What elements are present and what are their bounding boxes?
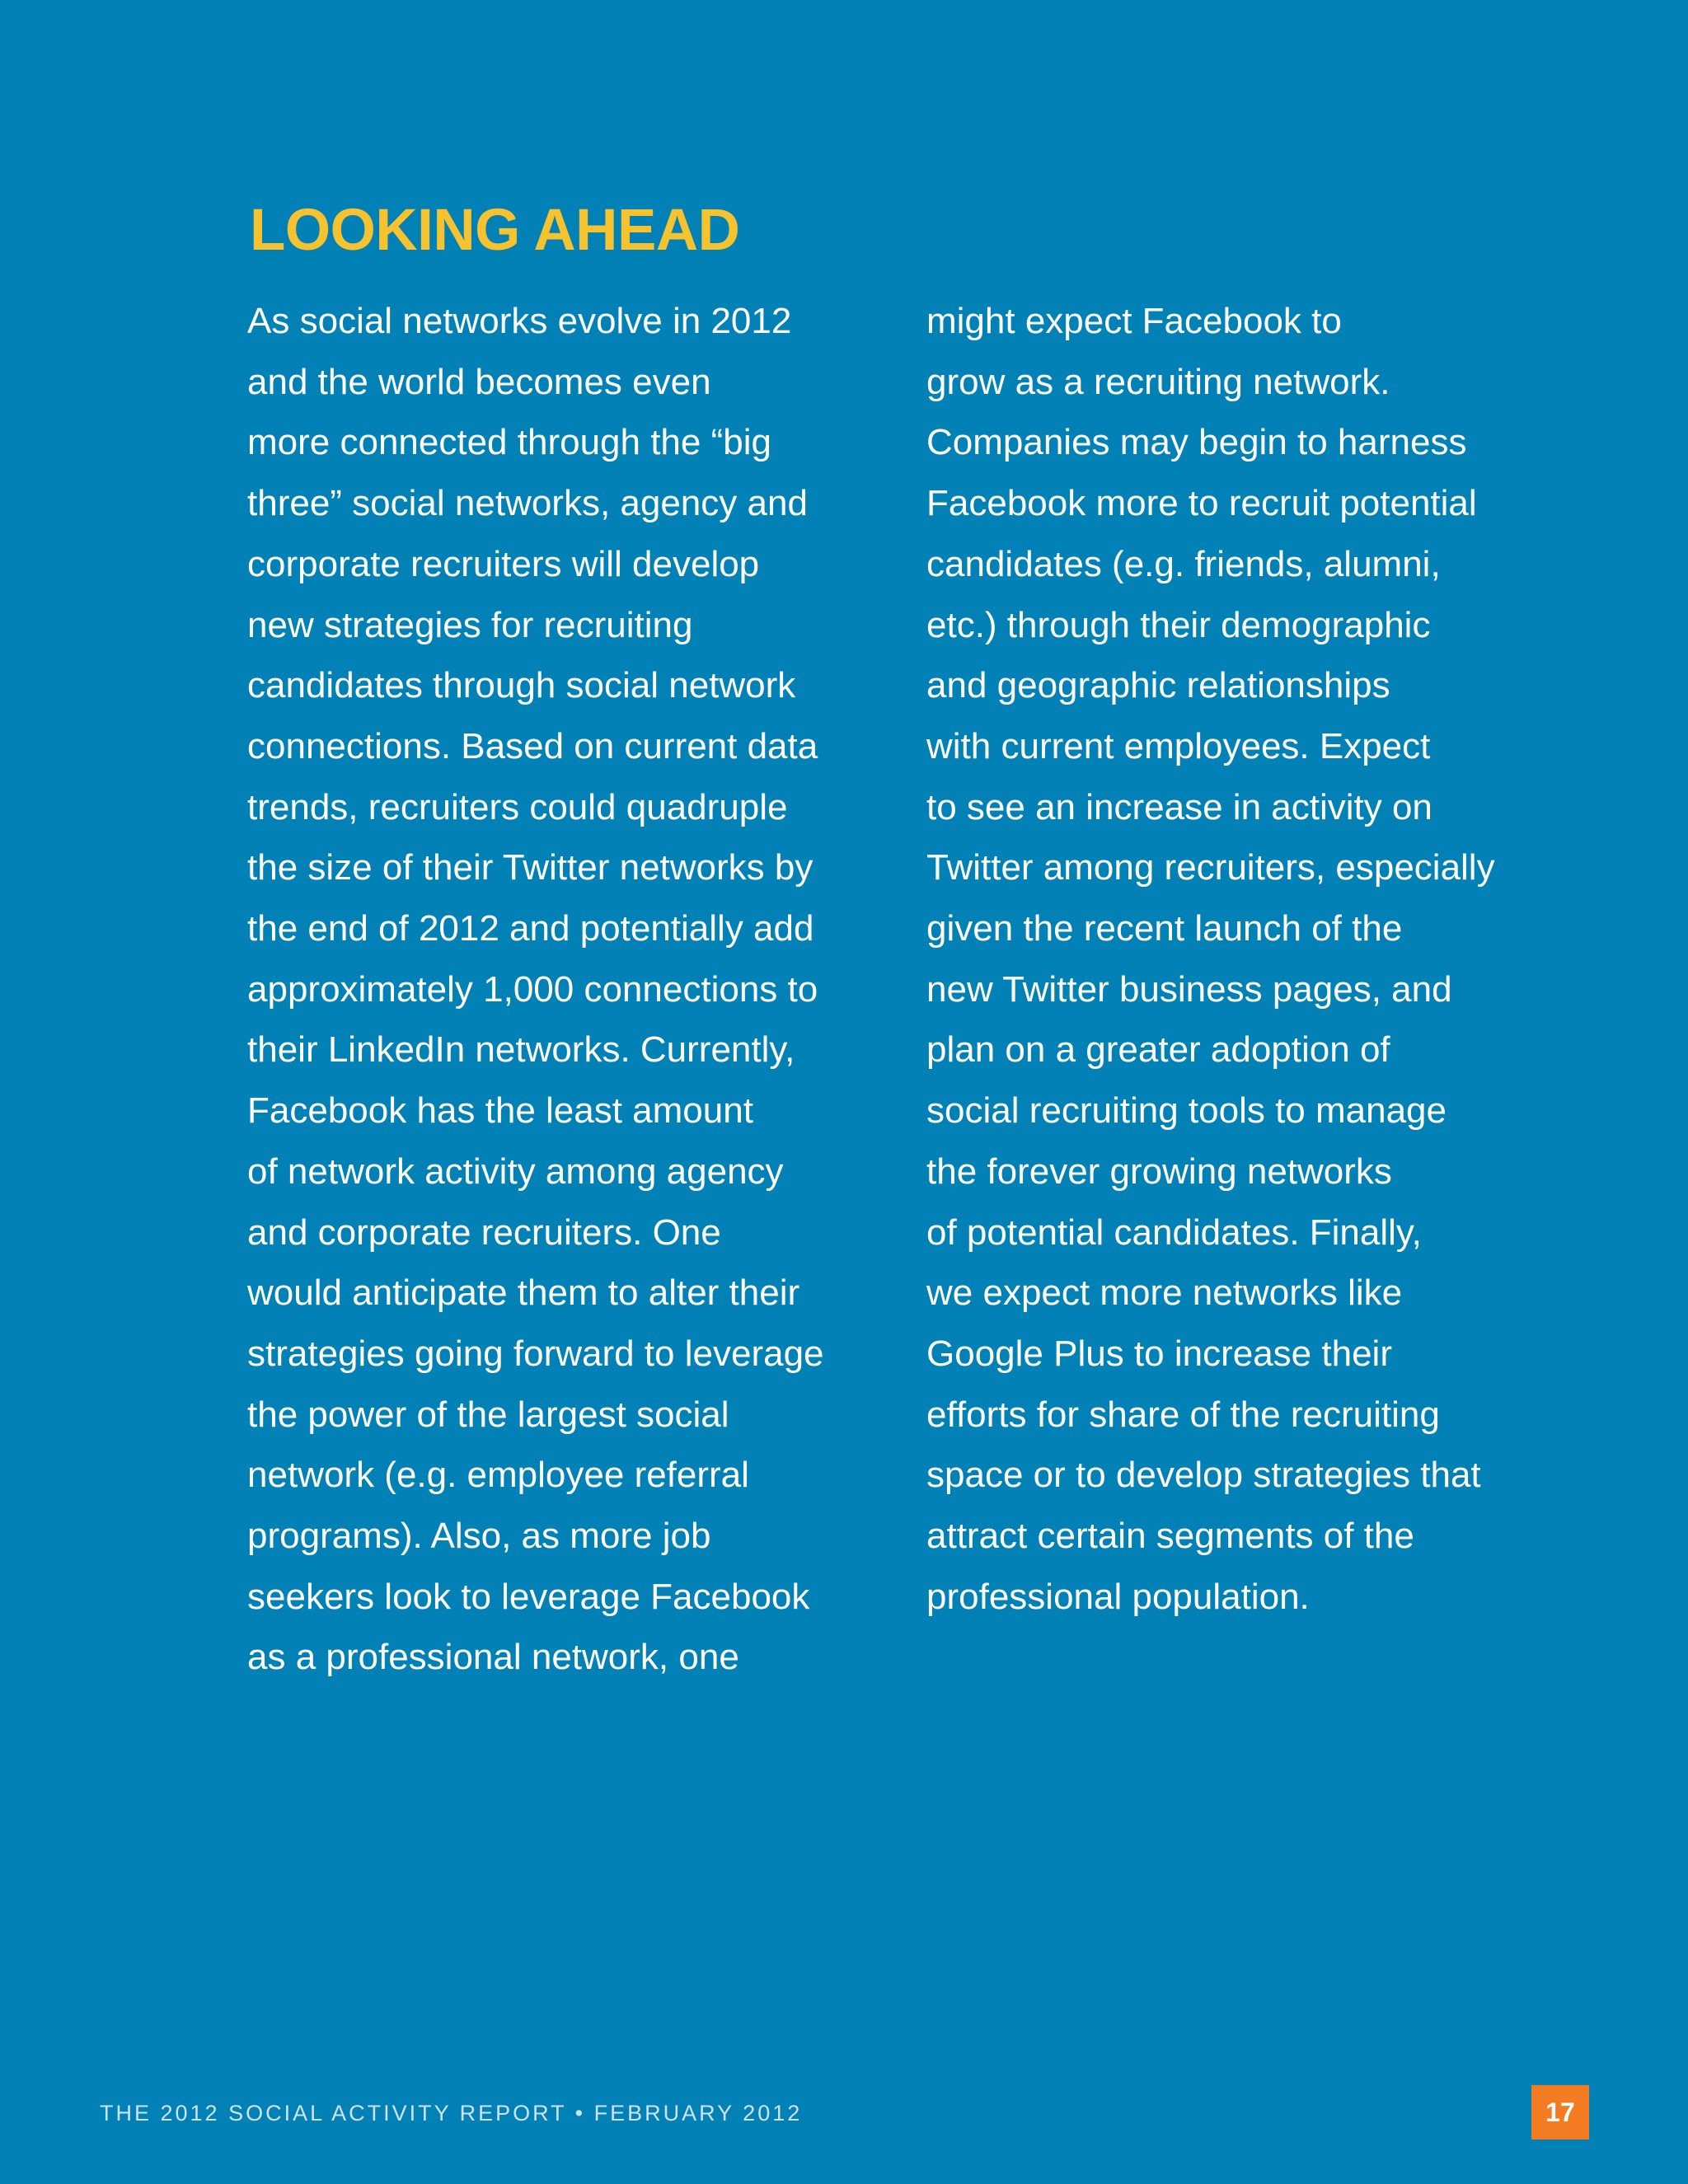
paragraph-line: the forever growing networks [926,1151,1392,1192]
paragraph-line: and the world becomes even [247,361,711,402]
paragraph-line: corporate recruiters will develop [247,543,760,584]
page-heading: LOOKING AHEAD [250,198,740,263]
paragraph-line: new Twitter business pages, and [926,968,1452,1010]
paragraph-line: given the recent launch of the [926,908,1403,949]
paragraph-line: with current employees. Expect [926,725,1431,766]
paragraph-line: social recruiting tools to manage [926,1090,1447,1132]
paragraph-line: strategies going forward to leverage [247,1333,824,1374]
paragraph-line: we expect more networks like [926,1272,1403,1314]
body-column-left [247,291,857,1688]
paragraph-line: the end of 2012 and potentially add [247,908,814,949]
paragraph-line: attract certain segments of the [926,1516,1414,1557]
paragraph-line: trends, recruiters could quadruple [247,786,788,827]
paragraph-line: grow as a recruiting network. [926,361,1390,402]
page-number-badge: 17 [1531,2085,1589,2139]
paragraph-line: of network activity among agency [247,1151,784,1192]
paragraph-line: might expect Facebook to [926,301,1342,341]
paragraph-line: of potential candidates. Finally, [926,1212,1422,1253]
paragraph-line: Facebook has the least amount [247,1090,753,1132]
paragraph-line: etc.) through their demographic [926,604,1431,645]
paragraph-line: as a professional network, one [247,1637,739,1678]
paragraph-line: Twitter among recruiters, especially [926,847,1495,888]
paragraph-line: and corporate recruiters. One [247,1212,721,1253]
paragraph-line: more connected through the “big [247,422,771,463]
paragraph-line: Companies may begin to harness [926,422,1467,463]
paragraph-line: the size of their Twitter networks by [247,847,814,888]
paragraph-line: candidates (e.g. friends, alumni, [926,543,1441,584]
paragraph-line: efforts for share of the recruiting [926,1394,1440,1435]
paragraph-line: seekers look to leverage Facebook [247,1576,810,1617]
paragraph-line: space or to develop strategies that [926,1455,1481,1496]
paragraph-line: plan on a greater adoption of [926,1029,1390,1071]
paragraph-line: network (e.g. employee referral [247,1455,749,1496]
paragraph-line: three” social networks, agency and [247,483,808,524]
footer-report-title: THE 2012 SOCIAL ACTIVITY REPORT • FEBRUARY 2012 [100,2101,803,2125]
paragraph-line: their LinkedIn networks. Currently, [247,1029,795,1071]
paragraph-line: the power of the largest social [247,1394,729,1435]
paragraph-line: approximately 1,000 connections to [247,968,818,1010]
paragraph-line: and geographic relationships [926,665,1390,706]
paragraph-line: Facebook more to recruit potential [926,483,1477,524]
paragraph-line: professional population. [926,1576,1310,1617]
paragraph-line: candidates through social network [247,665,796,706]
paragraph-line: to see an increase in activity on [926,786,1432,827]
paragraph-line: Google Plus to increase their [926,1333,1392,1374]
paragraph-line: As social networks evolve in 2012 [247,301,792,341]
paragraph-line: connections. Based on current data [247,725,818,766]
body-column-right [926,291,1536,1627]
paragraph-line: programs). Also, as more job [247,1516,711,1557]
paragraph-line: would anticipate them to alter their [247,1272,800,1314]
paragraph-line: new strategies for recruiting [247,604,693,645]
